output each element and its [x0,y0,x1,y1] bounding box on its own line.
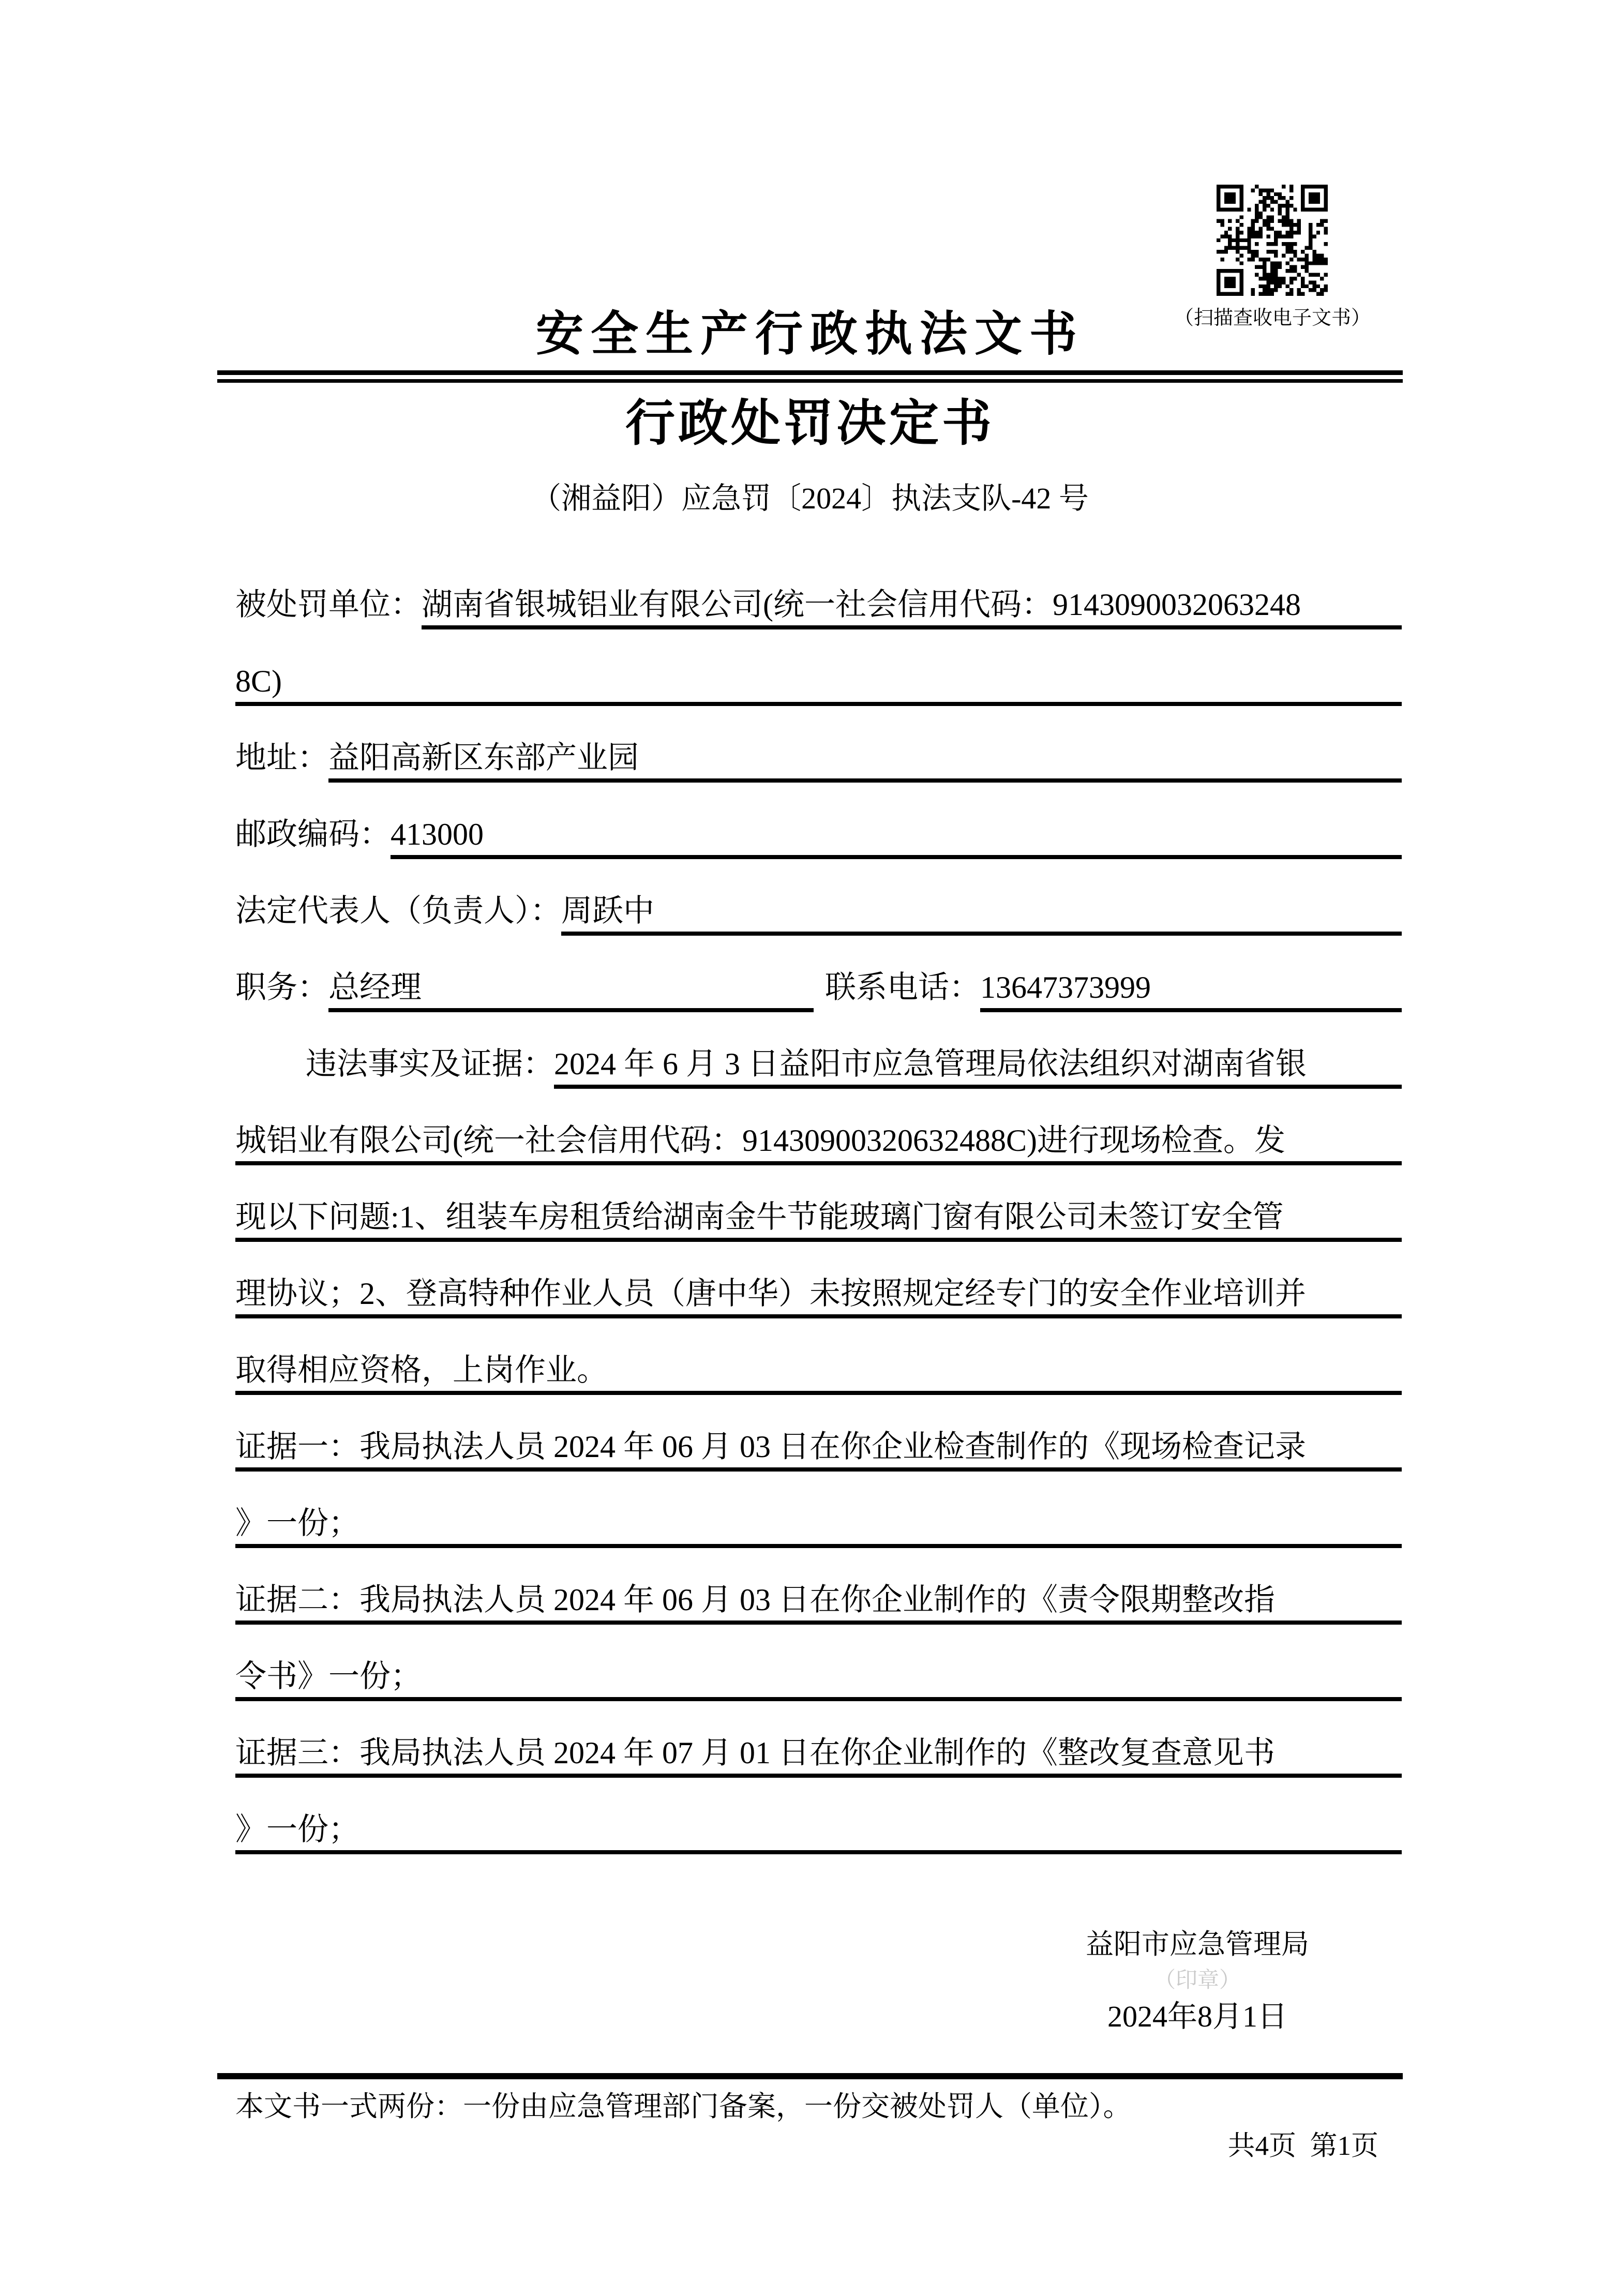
evidence-line [235,1625,1402,1701]
evidence-text: 》一份； [235,1813,1402,1854]
facts-text: 城铝业有限公司(统一社会信用代码：91430900320632488C)进行现场检查。发 [235,1124,1402,1165]
facts-line [235,1165,1402,1242]
field-postcode [235,783,1402,859]
evidence-text: 》一份； [235,1507,1402,1548]
field-legal-representative [235,859,1402,936]
field-label: 邮政编码： [235,817,391,851]
field-value: 8C) [235,665,1402,706]
document-category-title: 安全生产行政执法文书 [535,308,1084,361]
evidence-text: 证据三：我局执法人员 2024 年 07 月 01 日在你企业制作的《整改复查意见书 [235,1736,1402,1778]
field-label: 地址： [235,741,328,775]
footer-rule [217,2073,1403,2079]
facts-line [235,1318,1402,1395]
field-label: 联系电话： [825,970,980,1004]
footer-note: 本文书一式两份：一份由应急管理部门备案，一份交被处罚人（单位）。 [235,2091,1132,2122]
document-number: （湘益阳）应急罚〔2024〕执法支队-42 号 [531,482,1089,515]
facts-line [235,1089,1402,1165]
field-value: 湖南省银城铝业有限公司(统一社会信用代码：9143090032063248 [422,588,1402,629]
seal-placeholder: （印章） [1153,1969,1241,1992]
field-label: 职务： [235,970,328,1004]
field-penalized-unit-continued [235,629,1402,706]
field-label: 被处罚单位： [235,588,422,622]
signature-block [978,1928,1417,2034]
facts-label: 违法事实及证据： [306,1047,554,1081]
evidence-line [235,1395,1402,1472]
document-title: 行政处罚决定书 [625,396,995,451]
field-value: 总经理 [328,971,814,1012]
evidence-text: 证据二：我局执法人员 2024 年 06 月 03 日在你企业制作的《责令限期整改指 [235,1583,1402,1625]
qr-caption: （扫描查收电子文书） [1174,307,1371,329]
field-value: 413000 [391,818,1402,859]
facts-line [235,1012,1402,1089]
evidence-text: 令书》一份； [235,1660,1402,1701]
field-value: 周跃中 [561,894,1402,936]
facts-text: 现以下问题:1、组装车房租赁给湖南金牛节能玻璃门窗有限公司未签订安全管 [235,1200,1402,1242]
document-body [235,553,1402,1854]
field-value: 益阳高新区东部产业园 [328,741,1402,783]
facts-text: 理协议；2、登高特种作业人员（唐中华）未按照规定经专门的安全作业培训并 [235,1277,1402,1318]
facts-text: 取得相应资格，上岗作业。 [235,1354,1402,1395]
header-double-rule [217,370,1403,383]
evidence-text: 证据一：我局执法人员 2024 年 06 月 03 日在你企业检查制作的《现场检查记录 [235,1430,1402,1472]
field-address [235,706,1402,783]
field-penalized-unit [235,553,1402,629]
field-label: 法定代表人（负责人）： [235,894,561,928]
field-value: 13647373999 [980,971,1402,1012]
evidence-line [235,1472,1402,1548]
evidence-line [235,1701,1402,1778]
issue-date: 2024年8月1日 [1107,2000,1287,2033]
evidence-line [235,1778,1402,1854]
spacer [814,1004,825,1012]
facts-line [235,1242,1402,1318]
field-duty-and-phone [235,936,1402,1012]
evidence-line [235,1548,1402,1625]
facts-text: 2024 年 6 月 3 日益阳市应急管理局依法组织对湖南省银 [554,1047,1402,1089]
qr-code [1217,185,1328,296]
issuing-agency: 益阳市应急管理局 [1086,1929,1309,1960]
page-number: 共4页 第1页 [1227,2131,1378,2161]
